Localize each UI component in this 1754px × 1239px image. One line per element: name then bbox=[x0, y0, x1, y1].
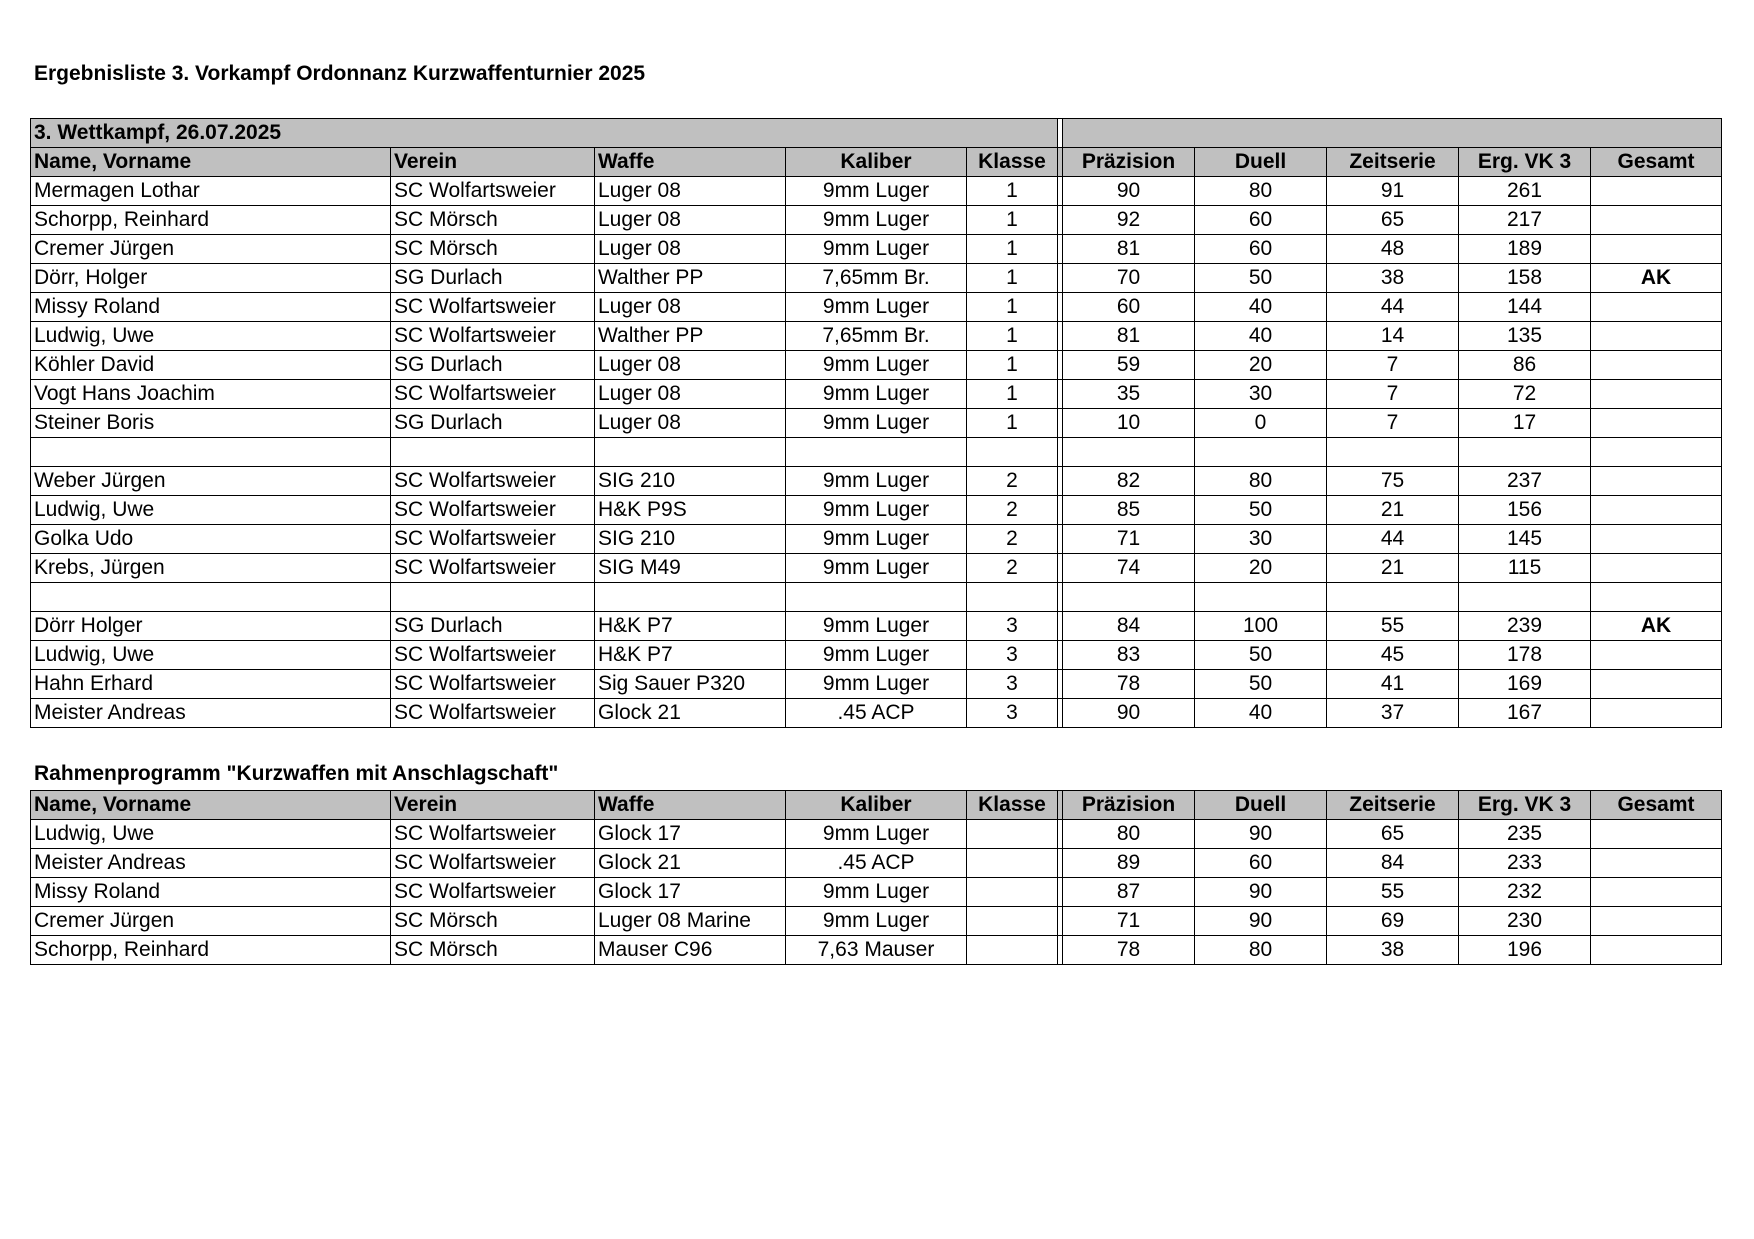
cell-total bbox=[1591, 496, 1722, 525]
cell-caliber: 9mm Luger bbox=[786, 293, 967, 322]
cell-name: Weber Jürgen bbox=[31, 467, 391, 496]
cell-precision: 90 bbox=[1063, 177, 1195, 206]
table-row bbox=[31, 380, 1722, 409]
table-row bbox=[31, 699, 1722, 728]
cell-time-series: 44 bbox=[1327, 293, 1459, 322]
cell-caliber: 9mm Luger bbox=[786, 820, 967, 849]
table-row bbox=[31, 641, 1722, 670]
cell-precision: 10 bbox=[1063, 409, 1195, 438]
cell-total bbox=[1591, 351, 1722, 380]
cell-total bbox=[1591, 583, 1722, 612]
section-title: Rahmenprogramm "Kurzwaffen mit Anschlagschaft" bbox=[34, 762, 559, 785]
cell-duel: 50 bbox=[1195, 641, 1327, 670]
cell-time-series: 75 bbox=[1327, 467, 1459, 496]
cell-result-vk3: 169 bbox=[1459, 670, 1591, 699]
results-table bbox=[30, 118, 1722, 728]
table-row bbox=[31, 351, 1722, 380]
cell-time-series: 7 bbox=[1327, 409, 1459, 438]
cell-duel: 90 bbox=[1195, 878, 1327, 907]
cell-precision: 87 bbox=[1063, 878, 1195, 907]
cell-caliber: 9mm Luger bbox=[786, 206, 967, 235]
cell-class: 3 bbox=[967, 670, 1058, 699]
cell-caliber: 7,65mm Br. bbox=[786, 264, 967, 293]
section-heading-row bbox=[31, 119, 1722, 148]
column-header-name: Name, Vorname bbox=[31, 791, 391, 820]
cell-time-series: 21 bbox=[1327, 496, 1459, 525]
table-row bbox=[31, 293, 1722, 322]
cell-duel: 40 bbox=[1195, 699, 1327, 728]
cell-total bbox=[1591, 438, 1722, 467]
cell-duel: 50 bbox=[1195, 264, 1327, 293]
cell-class bbox=[967, 583, 1058, 612]
cell-class: 3 bbox=[967, 641, 1058, 670]
cell-total bbox=[1591, 878, 1722, 907]
cell-class: 1 bbox=[967, 409, 1058, 438]
cell-weapon: Luger 08 bbox=[595, 177, 786, 206]
cell-precision: 78 bbox=[1063, 936, 1195, 965]
cell-weapon: Luger 08 bbox=[595, 380, 786, 409]
cell-class: 1 bbox=[967, 206, 1058, 235]
cell-caliber: .45 ACP bbox=[786, 699, 967, 728]
cell-result-vk3: 237 bbox=[1459, 467, 1591, 496]
cell-result-vk3: 235 bbox=[1459, 820, 1591, 849]
column-header-caliber: Kaliber bbox=[786, 791, 967, 820]
cell-caliber: 9mm Luger bbox=[786, 351, 967, 380]
cell-total bbox=[1591, 322, 1722, 351]
cell-total bbox=[1591, 820, 1722, 849]
cell-class: 1 bbox=[967, 235, 1058, 264]
cell-weapon: Glock 17 bbox=[595, 878, 786, 907]
cell-weapon: H&K P7 bbox=[595, 612, 786, 641]
cell-result-vk3: 135 bbox=[1459, 322, 1591, 351]
cell-total bbox=[1591, 409, 1722, 438]
cell-caliber: 7,65mm Br. bbox=[786, 322, 967, 351]
cell-name: Meister Andreas bbox=[31, 699, 391, 728]
cell-club: SC Wolfartsweier bbox=[391, 878, 595, 907]
cell-time-series: 65 bbox=[1327, 820, 1459, 849]
table-row bbox=[31, 583, 1722, 612]
cell-club: SC Wolfartsweier bbox=[391, 293, 595, 322]
cell-class bbox=[967, 820, 1058, 849]
cell-duel: 100 bbox=[1195, 612, 1327, 641]
cell-caliber bbox=[786, 438, 967, 467]
cell-duel: 60 bbox=[1195, 206, 1327, 235]
cell-club: SC Wolfartsweier bbox=[391, 467, 595, 496]
cell-club: SG Durlach bbox=[391, 409, 595, 438]
cell-weapon: SIG 210 bbox=[595, 525, 786, 554]
cell-name: Cremer Jürgen bbox=[31, 235, 391, 264]
cell-class: 1 bbox=[967, 322, 1058, 351]
cell-caliber: 9mm Luger bbox=[786, 641, 967, 670]
cell-name: Vogt Hans Joachim bbox=[31, 380, 391, 409]
cell-name: Schorpp, Reinhard bbox=[31, 936, 391, 965]
cell-weapon bbox=[595, 438, 786, 467]
cell-name: Ludwig, Uwe bbox=[31, 322, 391, 351]
cell-caliber: 9mm Luger bbox=[786, 380, 967, 409]
cell-result-vk3: 86 bbox=[1459, 351, 1591, 380]
cell-total bbox=[1591, 177, 1722, 206]
cell-time-series: 48 bbox=[1327, 235, 1459, 264]
section-heading: 3. Wettkampf, 26.07.2025 bbox=[31, 119, 1058, 148]
cell-result-vk3: 158 bbox=[1459, 264, 1591, 293]
cell-caliber: 9mm Luger bbox=[786, 907, 967, 936]
cell-result-vk3: 144 bbox=[1459, 293, 1591, 322]
cell-class: 1 bbox=[967, 380, 1058, 409]
column-header-club: Verein bbox=[391, 148, 595, 177]
table-row bbox=[31, 496, 1722, 525]
cell-time-series: 84 bbox=[1327, 849, 1459, 878]
cell-name: Ludwig, Uwe bbox=[31, 496, 391, 525]
cell-class: 2 bbox=[967, 554, 1058, 583]
cell-precision: 90 bbox=[1063, 699, 1195, 728]
cell-weapon: Glock 21 bbox=[595, 849, 786, 878]
cell-name: Schorpp, Reinhard bbox=[31, 206, 391, 235]
cell-duel bbox=[1195, 583, 1327, 612]
cell-time-series: 41 bbox=[1327, 670, 1459, 699]
cell-duel: 30 bbox=[1195, 380, 1327, 409]
cell-result-vk3: 239 bbox=[1459, 612, 1591, 641]
cell-caliber: 7,63 Mauser bbox=[786, 936, 967, 965]
cell-result-vk3: 230 bbox=[1459, 907, 1591, 936]
cell-club: SC Wolfartsweier bbox=[391, 670, 595, 699]
cell-club: SC Wolfartsweier bbox=[391, 177, 595, 206]
section-heading-blank bbox=[1063, 119, 1722, 148]
cell-total bbox=[1591, 849, 1722, 878]
side-program-table bbox=[30, 790, 1722, 965]
cell-weapon: Mauser C96 bbox=[595, 936, 786, 965]
cell-precision: 81 bbox=[1063, 322, 1195, 351]
table-row bbox=[31, 670, 1722, 699]
cell-duel: 40 bbox=[1195, 293, 1327, 322]
cell-total bbox=[1591, 235, 1722, 264]
cell-caliber: 9mm Luger bbox=[786, 878, 967, 907]
cell-name: Mermagen Lothar bbox=[31, 177, 391, 206]
cell-weapon: Sig Sauer P320 bbox=[595, 670, 786, 699]
cell-precision: 71 bbox=[1063, 907, 1195, 936]
cell-result-vk3 bbox=[1459, 583, 1591, 612]
cell-time-series bbox=[1327, 438, 1459, 467]
cell-result-vk3: 17 bbox=[1459, 409, 1591, 438]
cell-result-vk3: 115 bbox=[1459, 554, 1591, 583]
cell-weapon: Walther PP bbox=[595, 322, 786, 351]
cell-precision: 80 bbox=[1063, 820, 1195, 849]
column-header-time-series: Zeitserie bbox=[1327, 148, 1459, 177]
cell-time-series: 38 bbox=[1327, 264, 1459, 293]
cell-precision bbox=[1063, 438, 1195, 467]
cell-name: Krebs, Jürgen bbox=[31, 554, 391, 583]
table-row bbox=[31, 525, 1722, 554]
cell-club: SC Mörsch bbox=[391, 936, 595, 965]
cell-class: 1 bbox=[967, 293, 1058, 322]
cell-precision: 82 bbox=[1063, 467, 1195, 496]
cell-total bbox=[1591, 699, 1722, 728]
cell-precision: 92 bbox=[1063, 206, 1195, 235]
cell-duel: 80 bbox=[1195, 467, 1327, 496]
cell-result-vk3: 156 bbox=[1459, 496, 1591, 525]
cell-caliber: 9mm Luger bbox=[786, 496, 967, 525]
cell-weapon: H&K P9S bbox=[595, 496, 786, 525]
cell-caliber: 9mm Luger bbox=[786, 612, 967, 641]
table-row bbox=[31, 612, 1722, 641]
cell-club bbox=[391, 583, 595, 612]
cell-duel: 90 bbox=[1195, 820, 1327, 849]
cell-class bbox=[967, 936, 1058, 965]
cell-duel: 80 bbox=[1195, 177, 1327, 206]
table-row bbox=[31, 554, 1722, 583]
cell-club: SC Wolfartsweier bbox=[391, 641, 595, 670]
cell-result-vk3: 167 bbox=[1459, 699, 1591, 728]
cell-result-vk3: 196 bbox=[1459, 936, 1591, 965]
cell-weapon: Luger 08 bbox=[595, 293, 786, 322]
cell-time-series: 7 bbox=[1327, 380, 1459, 409]
cell-total bbox=[1591, 293, 1722, 322]
cell-club bbox=[391, 438, 595, 467]
column-header-weapon: Waffe bbox=[595, 148, 786, 177]
cell-total bbox=[1591, 907, 1722, 936]
document-title: Ergebnisliste 3. Vorkampf Ordonnanz Kurzwaffenturnier 2025 bbox=[34, 62, 646, 85]
cell-result-vk3: 189 bbox=[1459, 235, 1591, 264]
cell-total bbox=[1591, 554, 1722, 583]
cell-class: 1 bbox=[967, 177, 1058, 206]
cell-duel: 80 bbox=[1195, 936, 1327, 965]
column-header-name: Name, Vorname bbox=[31, 148, 391, 177]
cell-time-series: 91 bbox=[1327, 177, 1459, 206]
cell-class: 2 bbox=[967, 467, 1058, 496]
cell-time-series: 14 bbox=[1327, 322, 1459, 351]
cell-name: Dörr, Holger bbox=[31, 264, 391, 293]
cell-total bbox=[1591, 936, 1722, 965]
cell-caliber: 9mm Luger bbox=[786, 525, 967, 554]
cell-club: SC Mörsch bbox=[391, 206, 595, 235]
cell-precision: 78 bbox=[1063, 670, 1195, 699]
table-row bbox=[31, 849, 1722, 878]
cell-duel: 50 bbox=[1195, 496, 1327, 525]
cell-time-series: 45 bbox=[1327, 641, 1459, 670]
header-row bbox=[31, 791, 1722, 820]
cell-weapon: SIG M49 bbox=[595, 554, 786, 583]
cell-club: SC Wolfartsweier bbox=[391, 525, 595, 554]
cell-club: SC Wolfartsweier bbox=[391, 554, 595, 583]
cell-precision: 81 bbox=[1063, 235, 1195, 264]
cell-weapon: Glock 17 bbox=[595, 820, 786, 849]
cell-total bbox=[1591, 641, 1722, 670]
column-header-time-series: Zeitserie bbox=[1327, 791, 1459, 820]
cell-precision: 89 bbox=[1063, 849, 1195, 878]
column-header-weapon: Waffe bbox=[595, 791, 786, 820]
table-row bbox=[31, 264, 1722, 293]
cell-precision: 60 bbox=[1063, 293, 1195, 322]
cell-total bbox=[1591, 206, 1722, 235]
table-row bbox=[31, 322, 1722, 351]
cell-time-series: 44 bbox=[1327, 525, 1459, 554]
cell-club: SC Wolfartsweier bbox=[391, 849, 595, 878]
cell-result-vk3: 217 bbox=[1459, 206, 1591, 235]
cell-total bbox=[1591, 525, 1722, 554]
column-header-total: Gesamt bbox=[1591, 148, 1722, 177]
cell-name bbox=[31, 583, 391, 612]
table-row bbox=[31, 409, 1722, 438]
cell-total bbox=[1591, 467, 1722, 496]
cell-class: 1 bbox=[967, 264, 1058, 293]
header-row bbox=[31, 148, 1722, 177]
cell-club: SG Durlach bbox=[391, 351, 595, 380]
cell-precision: 70 bbox=[1063, 264, 1195, 293]
cell-club: SC Mörsch bbox=[391, 235, 595, 264]
cell-name: Ludwig, Uwe bbox=[31, 641, 391, 670]
cell-precision: 35 bbox=[1063, 380, 1195, 409]
cell-name: Missy Roland bbox=[31, 878, 391, 907]
cell-precision: 84 bbox=[1063, 612, 1195, 641]
column-header-precision: Präzision bbox=[1063, 148, 1195, 177]
cell-result-vk3: 232 bbox=[1459, 878, 1591, 907]
cell-caliber bbox=[786, 583, 967, 612]
table-row bbox=[31, 467, 1722, 496]
cell-duel: 20 bbox=[1195, 554, 1327, 583]
column-header-class: Klasse bbox=[967, 148, 1058, 177]
cell-precision: 74 bbox=[1063, 554, 1195, 583]
cell-duel: 30 bbox=[1195, 525, 1327, 554]
cell-name: Golka Udo bbox=[31, 525, 391, 554]
table-row bbox=[31, 878, 1722, 907]
table-row bbox=[31, 206, 1722, 235]
cell-duel: 60 bbox=[1195, 235, 1327, 264]
cell-class: 1 bbox=[967, 351, 1058, 380]
cell-class bbox=[967, 849, 1058, 878]
cell-result-vk3: 178 bbox=[1459, 641, 1591, 670]
cell-club: SG Durlach bbox=[391, 612, 595, 641]
cell-class bbox=[967, 438, 1058, 467]
column-header-club: Verein bbox=[391, 791, 595, 820]
cell-total: AK bbox=[1591, 612, 1722, 641]
column-header-total: Gesamt bbox=[1591, 791, 1722, 820]
cell-time-series: 7 bbox=[1327, 351, 1459, 380]
cell-class: 3 bbox=[967, 699, 1058, 728]
cell-precision: 85 bbox=[1063, 496, 1195, 525]
table-row bbox=[31, 438, 1722, 467]
table-row bbox=[31, 907, 1722, 936]
cell-club: SC Wolfartsweier bbox=[391, 322, 595, 351]
cell-time-series: 37 bbox=[1327, 699, 1459, 728]
cell-precision: 71 bbox=[1063, 525, 1195, 554]
table-row bbox=[31, 820, 1722, 849]
cell-total: AK bbox=[1591, 264, 1722, 293]
cell-class bbox=[967, 878, 1058, 907]
cell-duel: 50 bbox=[1195, 670, 1327, 699]
cell-time-series: 21 bbox=[1327, 554, 1459, 583]
column-header-duel: Duell bbox=[1195, 148, 1327, 177]
cell-time-series: 55 bbox=[1327, 612, 1459, 641]
cell-caliber: 9mm Luger bbox=[786, 409, 967, 438]
cell-duel: 60 bbox=[1195, 849, 1327, 878]
column-header-caliber: Kaliber bbox=[786, 148, 967, 177]
cell-total bbox=[1591, 670, 1722, 699]
cell-caliber: 9mm Luger bbox=[786, 467, 967, 496]
cell-weapon: Luger 08 bbox=[595, 351, 786, 380]
cell-caliber: 9mm Luger bbox=[786, 670, 967, 699]
cell-club: SC Mörsch bbox=[391, 907, 595, 936]
cell-weapon: Glock 21 bbox=[595, 699, 786, 728]
cell-name: Meister Andreas bbox=[31, 849, 391, 878]
cell-weapon: Luger 08 Marine bbox=[595, 907, 786, 936]
column-header-duel: Duell bbox=[1195, 791, 1327, 820]
cell-caliber: .45 ACP bbox=[786, 849, 967, 878]
cell-name: Hahn Erhard bbox=[31, 670, 391, 699]
cell-duel: 90 bbox=[1195, 907, 1327, 936]
cell-name: Dörr Holger bbox=[31, 612, 391, 641]
cell-precision: 83 bbox=[1063, 641, 1195, 670]
cell-class: 2 bbox=[967, 525, 1058, 554]
cell-club: SC Wolfartsweier bbox=[391, 699, 595, 728]
table-row bbox=[31, 936, 1722, 965]
cell-duel: 20 bbox=[1195, 351, 1327, 380]
cell-time-series: 55 bbox=[1327, 878, 1459, 907]
cell-caliber: 9mm Luger bbox=[786, 177, 967, 206]
cell-club: SC Wolfartsweier bbox=[391, 496, 595, 525]
cell-name: Steiner Boris bbox=[31, 409, 391, 438]
table-row bbox=[31, 177, 1722, 206]
cell-weapon: Luger 08 bbox=[595, 206, 786, 235]
column-header-result-vk3: Erg. VK 3 bbox=[1459, 791, 1591, 820]
cell-weapon: SIG 210 bbox=[595, 467, 786, 496]
cell-time-series: 69 bbox=[1327, 907, 1459, 936]
cell-weapon: H&K P7 bbox=[595, 641, 786, 670]
cell-name: Ludwig, Uwe bbox=[31, 820, 391, 849]
cell-class: 2 bbox=[967, 496, 1058, 525]
cell-class: 3 bbox=[967, 612, 1058, 641]
cell-name: Cremer Jürgen bbox=[31, 907, 391, 936]
cell-result-vk3: 72 bbox=[1459, 380, 1591, 409]
cell-club: SC Wolfartsweier bbox=[391, 820, 595, 849]
cell-precision bbox=[1063, 583, 1195, 612]
table-row bbox=[31, 235, 1722, 264]
cell-result-vk3: 145 bbox=[1459, 525, 1591, 554]
cell-duel: 40 bbox=[1195, 322, 1327, 351]
cell-total bbox=[1591, 380, 1722, 409]
cell-time-series: 38 bbox=[1327, 936, 1459, 965]
cell-result-vk3: 233 bbox=[1459, 849, 1591, 878]
cell-weapon bbox=[595, 583, 786, 612]
cell-name: Missy Roland bbox=[31, 293, 391, 322]
column-header-result-vk3: Erg. VK 3 bbox=[1459, 148, 1591, 177]
cell-caliber: 9mm Luger bbox=[786, 554, 967, 583]
cell-duel bbox=[1195, 438, 1327, 467]
cell-result-vk3: 261 bbox=[1459, 177, 1591, 206]
cell-weapon: Luger 08 bbox=[595, 409, 786, 438]
cell-club: SC Wolfartsweier bbox=[391, 380, 595, 409]
cell-class bbox=[967, 907, 1058, 936]
cell-precision: 59 bbox=[1063, 351, 1195, 380]
column-header-class: Klasse bbox=[967, 791, 1058, 820]
cell-club: SG Durlach bbox=[391, 264, 595, 293]
cell-weapon: Luger 08 bbox=[595, 235, 786, 264]
cell-result-vk3 bbox=[1459, 438, 1591, 467]
cell-time-series: 65 bbox=[1327, 206, 1459, 235]
cell-caliber: 9mm Luger bbox=[786, 235, 967, 264]
cell-name bbox=[31, 438, 391, 467]
column-header-precision: Präzision bbox=[1063, 791, 1195, 820]
cell-time-series bbox=[1327, 583, 1459, 612]
cell-name: Köhler David bbox=[31, 351, 391, 380]
cell-weapon: Walther PP bbox=[595, 264, 786, 293]
cell-duel: 0 bbox=[1195, 409, 1327, 438]
